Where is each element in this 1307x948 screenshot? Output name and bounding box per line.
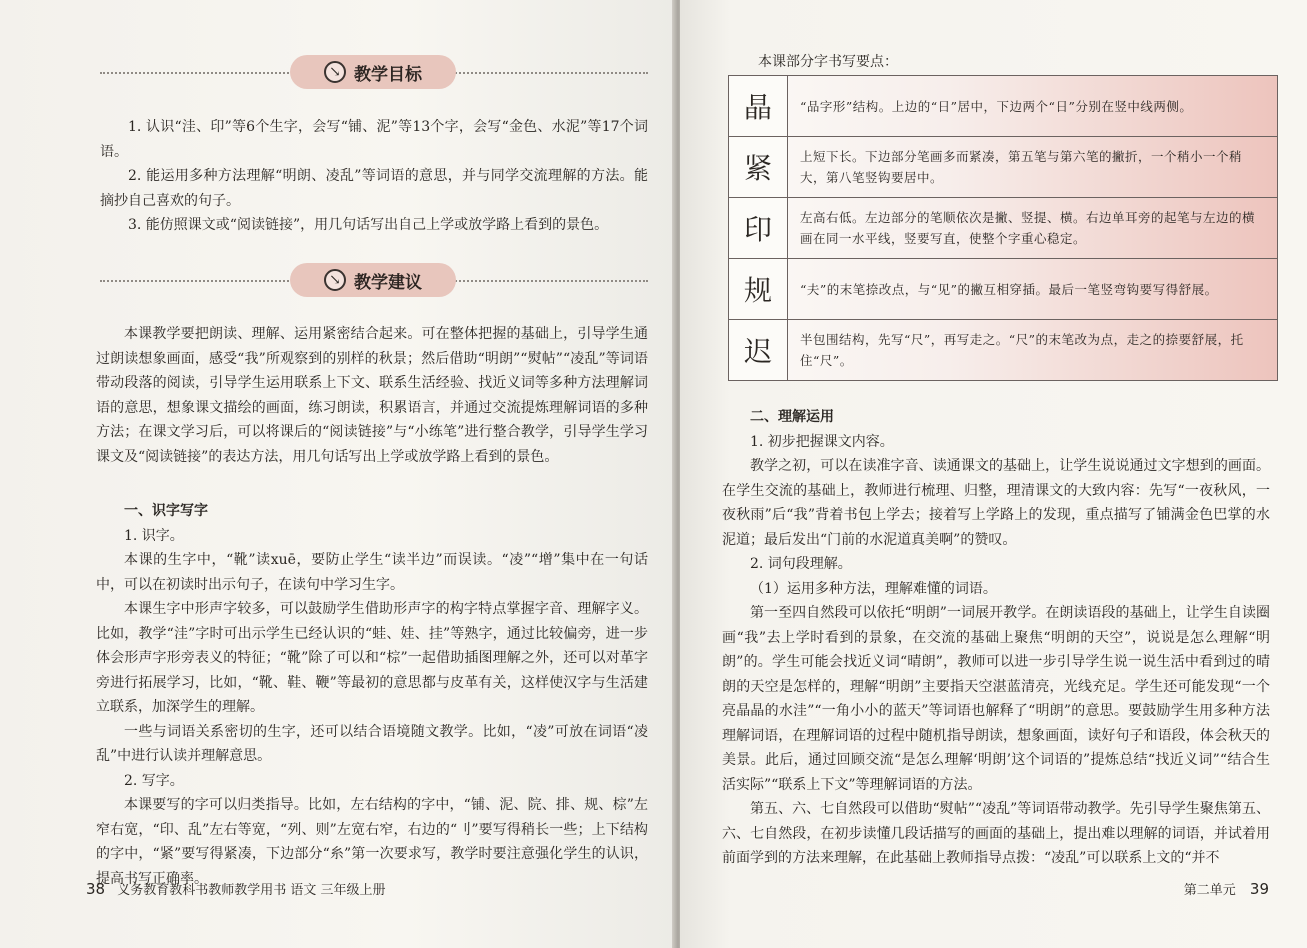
- page-number: 38: [86, 880, 106, 898]
- table-row: [729, 137, 1278, 198]
- note-cell: “品字形”结构。上边的“日”居中，下边两个“日”分别在竖中线两侧。: [788, 76, 1278, 137]
- goal-item: 2. 能运用多种方法理解“明朗、凌乱”等词语的意思，并与同学交流理解的方法。能摘抄自己喜欢的句子。: [100, 168, 648, 209]
- paragraph: 本课生字中形声字较多，可以鼓励学生借助形声字的构字特点掌握字音、理解字义。比如，教学“洼”字时可出示学生已经认识的“蛙、娃、挂”等熟字，通过比较偏旁，进一步体会形声字形旁表义的特征；“靴”除了可以和“棕”一起借助插图理解之外，还可以对革字旁进行拓展学习，比如，“靴、鞋、鞭”等最初的意思都与皮革有关，这样使汉字与生活建立联系，加深学生的理解。: [96, 601, 648, 715]
- character-cell: 印: [729, 198, 788, 259]
- goals-header: [100, 55, 648, 91]
- subheading: 1. 识字。: [124, 527, 184, 544]
- arrow-down-right-circle-icon: ↘: [324, 61, 346, 83]
- paragraph: 第五、六、七自然段可以借助“熨帖”“凌乱”等词语带动教学。先引导学生聚焦第五、六、七自然段，在初步读懂几段话描写的画面的基础上，提出难以理解的词语，并试着用前面学到的方法来理解，在此基础上教师指导点拨：“凌乱”可以联系上文的“并不: [722, 801, 1270, 866]
- goal-item: 3. 能仿照课文或“阅读链接”，用几句话写出自己上学或放学路上看到的景色。: [128, 217, 609, 233]
- character-cell: 紧: [729, 137, 788, 198]
- left-footer: [86, 879, 386, 898]
- table-row: [729, 259, 1278, 320]
- understanding-body: [722, 405, 1270, 871]
- advice-badge: [290, 263, 456, 297]
- paragraph: 一些与词语关系密切的生字，还可以结合语境随文教学。比如，“凌”可放在词语“凌乱”中进行认读并理解意思。: [96, 723, 648, 764]
- arrow-down-right-circle-icon: ↘: [324, 269, 346, 291]
- paragraph: 本课的生字中，“靴”读xuē，要防止学生“读半边”而误读。“凌”“增”集中在一句话中，可以在初读时出示句子，在读句中学习生字。: [96, 552, 648, 593]
- advice-title: 教学建议: [354, 272, 422, 293]
- goals-list: [100, 115, 648, 238]
- page-number: 39: [1249, 880, 1269, 898]
- note-cell: 上短下长。下边部分笔画多而紧凑，第五笔与第六笔的撇折，一个稍小一个稍大，第八笔竖钩要居中。: [788, 137, 1278, 198]
- goal-item: 1. 认识“洼、印”等6个生字，会写“铺、泥”等13个字，会写“金色、水泥”等17个词语。: [100, 119, 648, 160]
- advice-intro: 本课教学要把朗读、理解、运用紧密结合起来。可在整体把握的基础上，引导学生通过朗读想象画面，感受“我”所观察到的别样的秋景；然后借助“明朗”“熨帖”“凌乱”等词语带动段落的阅读，引导学生运用联系上下文、联系生活经验、找近义词等多种方法理解词语的意思，想象课文描绘的画面，练习朗读，积累语言，并通过交流提炼理解词语的多种方法；在课文学习后，可以将课后的“阅读链接”与“小练笔”进行整合教学，引导学生学习课文及“阅读链接”的表达方法，用几句话写出上学或放学路上看到的景色。: [96, 326, 648, 465]
- table-row: [729, 198, 1278, 259]
- unit-label: 第二单元: [1183, 883, 1236, 898]
- paragraph: 教学之初，可以在读准字音、读通课文的基础上，让学生说说通过文字想到的画面。在学生交流的基础上，教师进行梳理、归整，理清课文的大致内容：先写“一夜秋风，一夜秋雨”后“我”背着书包上学去；接着写上学路上的发现，重点描写了铺满金色巴掌的水泥道；最后发出“门前的水泥道真美啊”的赞叹。: [722, 458, 1270, 548]
- character-cell: 迟: [729, 320, 788, 381]
- character-cell: 晶: [729, 76, 788, 137]
- note-cell: 左高右低。左边部分的笔顺依次是撇、竖提、横。右边单耳旁的起笔与左边的横画在同一水平线，竖要写直，使整个字重心稳定。: [788, 198, 1278, 259]
- note-cell: 半包围结构，先写“尺”，再写走之。“尺”的末笔改为点，走之的捺要舒展，托住“尺”。: [788, 320, 1278, 381]
- advice-header: [100, 263, 648, 299]
- table-intro: 本课部分字书写要点：: [758, 54, 898, 70]
- table-row: [729, 76, 1278, 137]
- paragraph: 第一至四自然段可以依托“明朗”一词展开教学。在朗读语段的基础上，让学生自读圈画“我”去上学时看到的景象，在交流的基础上聚焦“明朗的天空”，说说是怎么理解“明朗”的。学生可能会找近义词“晴朗”，教师可以进一步引导学生说一说生活中看到过的晴朗的天空是怎样的，理解“明朗”主要指天空湛蓝清亮，光线充足。学生还可能发现“一个亮晶晶的水洼”“一角小小的蓝天”等词语也解释了“明朗”的意思。要鼓励学生用多种方法理解词语，在理解词语的过程中随机指导朗读，想象画面，读好句子和语段，体会秋天的美景。此后，通过回顾交流“是怎么理解‘明朗’这个词语的”提炼总结“找近义词”“结合生活实际”“联系上下文”等理解词语的方法。: [722, 605, 1270, 793]
- section-heading: 一、识字写字: [124, 503, 208, 519]
- right-page: [680, 0, 1307, 948]
- note-cell: “夫”的末笔捺改点，与“见”的撇互相穿插。最后一笔竖弯钩要写得舒展。: [788, 259, 1278, 320]
- table-row: [729, 320, 1278, 381]
- subheading: 1. 初步把握课文内容。: [750, 433, 894, 450]
- subheading: 2. 写字。: [124, 772, 184, 789]
- advice-body: [96, 322, 648, 891]
- book-title: 义务教育教科书教师教学用书 语文 三年级上册: [117, 883, 386, 898]
- goals-badge: [290, 55, 456, 89]
- right-footer: [1184, 879, 1269, 898]
- subheading: （1）运用多种方法，理解难懂的词语。: [750, 580, 997, 597]
- paragraph: 本课要写的字可以归类指导。比如，左右结构的字中，“铺、泥、院、排、规、棕”左窄右宽，“印、乱”左右等宽，“列、则”左宽右窄，右边的“刂”要写得稍长一些；上下结构的字中，“紧”要写得紧凑，下边部分“糸”第一次要求写，教学时要注意强化学生的认识，提高书写正确率。: [96, 797, 648, 887]
- goals-title: 教学目标: [354, 64, 422, 85]
- subheading: 2. 词句段理解。: [750, 556, 852, 572]
- section-heading: 二、理解运用: [750, 409, 834, 425]
- character-cell: 规: [729, 259, 788, 320]
- writing-points-table: [728, 75, 1278, 381]
